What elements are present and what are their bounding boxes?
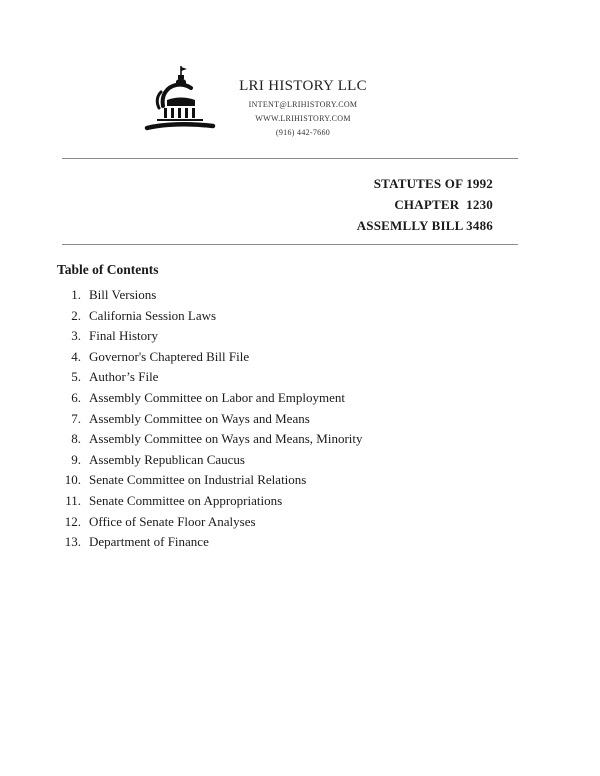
toc-item-label: Office of Senate Floor Analyses bbox=[89, 513, 256, 529]
toc-list bbox=[57, 285, 363, 553]
toc-title: Table of Contents bbox=[57, 262, 159, 277]
statutes-year: STATUTES OF 1992 bbox=[373, 176, 493, 191]
bottom-divider bbox=[62, 244, 518, 245]
toc-item-label: Bill Versions bbox=[89, 287, 157, 302]
toc-item-label: Author’s File bbox=[89, 369, 159, 385]
toc-item-label: Assembly Committee on Ways and Means, Minority bbox=[89, 431, 363, 447]
company-email: INTENT@LRIHISTORY.COM bbox=[248, 100, 358, 109]
toc-item-label: Assembly Republican Caucus bbox=[89, 451, 245, 467]
list-item: 3. Final History bbox=[71, 328, 158, 344]
capitol-dome-logo bbox=[143, 62, 217, 138]
list-item: 4. Governor's Chaptered Bill File bbox=[71, 348, 250, 364]
company-phone: (916) 442-7660 bbox=[275, 128, 331, 137]
toc-item-label: Assembly Committee on Labor and Employment bbox=[89, 389, 345, 405]
company-name: LRI HISTORY LLC bbox=[239, 78, 367, 94]
bill-number: ASSEMLLY BILL 3486 bbox=[356, 218, 493, 233]
list-item: 11. Senate Committee on Appropriations bbox=[65, 492, 283, 508]
toc-item-label: Senate Committee on Industrial Relations bbox=[89, 472, 307, 488]
chapter-number: CHAPTER 1230 bbox=[394, 197, 493, 212]
toc-item-label: Governor's Chaptered Bill File bbox=[89, 348, 250, 364]
list-item: 2. California Session Laws bbox=[71, 307, 217, 323]
list-item: 8. Assembly Committee on Ways and Means, Minority bbox=[71, 431, 363, 447]
list-item: 13. Department of Finance bbox=[64, 534, 209, 550]
toc-item-label: Assembly Committee on Ways and Means bbox=[89, 410, 310, 426]
toc-item-label: Senate Committee on Appropriations bbox=[89, 492, 283, 508]
list-item: 7. Assembly Committee on Ways and Means bbox=[71, 410, 310, 426]
list-item: 1. Bill Versions bbox=[71, 287, 157, 302]
toc-item-label: Final History bbox=[89, 328, 158, 344]
company-website: WWW.LRIHISTORY.COM bbox=[255, 114, 351, 123]
list-item: 6. Assembly Committee on Labor and Employment bbox=[71, 389, 345, 405]
list-item: 10. Senate Committee on Industrial Relations bbox=[64, 472, 307, 488]
list-item: 5. Author’s File bbox=[71, 369, 159, 385]
company-header bbox=[233, 78, 373, 137]
statute-info bbox=[357, 173, 493, 236]
list-item: 12. Office of Senate Floor Analyses bbox=[64, 513, 256, 529]
toc-item-label: Department of Finance bbox=[89, 534, 209, 550]
list-item: 9. Assembly Republican Caucus bbox=[71, 451, 245, 467]
top-divider bbox=[62, 158, 518, 159]
toc-item-label: California Session Laws bbox=[89, 307, 217, 323]
